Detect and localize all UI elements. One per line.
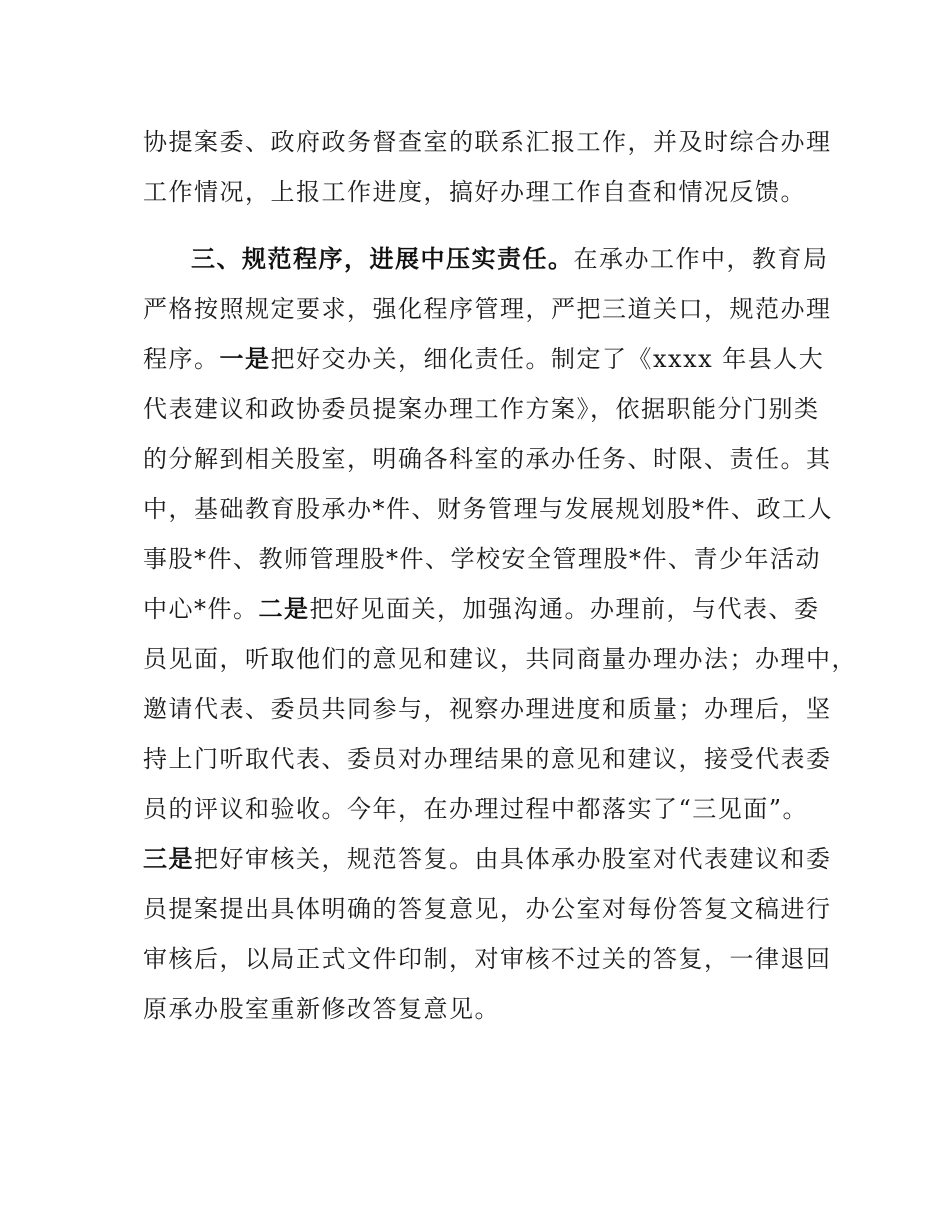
text-line	[143, 126, 832, 158]
text-line	[143, 593, 820, 625]
item-marker: 一是	[219, 345, 271, 373]
paragraph-text: 审核后，以局正式文件印制，对审核不过关的答复，一律退回	[143, 945, 832, 973]
text-line	[143, 176, 806, 208]
text-line	[143, 443, 832, 475]
text-line	[191, 243, 829, 275]
paragraph-text: 代表建议和政协委员提案办理工作方案》，依据职能分门别类	[143, 395, 820, 423]
paragraph-text: 程序。	[143, 345, 220, 373]
text-line	[143, 643, 857, 675]
text-line	[143, 743, 832, 775]
text-line	[143, 993, 500, 1025]
paragraph-text: 中，基础教育股承办*件、财务管理与发展规划股*件、政工人	[143, 495, 833, 523]
paragraph-text: 员提案提出具体明确的答复意见，办公室对每份答复文稿进行	[143, 895, 832, 923]
paragraph-text: 邀请代表、委员共同参与，视察办理进度和质量；办理后，坚	[143, 695, 832, 723]
text-line	[143, 693, 832, 725]
text-line	[143, 893, 832, 925]
text-line	[143, 393, 820, 425]
paragraph-text: 工作情况，上报工作进度，搞好办理工作自查和情况反馈。	[143, 178, 806, 206]
text-line	[143, 293, 832, 325]
paragraph-text: 把好交办关，细化责任。制定了《xxxx 年县人大	[270, 345, 825, 373]
paragraph-text: 原承办股室重新修改答复意见。	[143, 995, 500, 1023]
paragraph-text: 协提案委、政府政务督查室的联系汇报工作，并及时综合办理	[143, 128, 832, 156]
item-marker: 三是	[143, 845, 194, 873]
paragraph-text: 事股*件、教师管理股*件、学校安全管理股*件、青少年活动	[143, 545, 821, 573]
section-heading: 三、规范程序，进展中压实责任。	[191, 245, 574, 273]
text-line	[143, 543, 821, 575]
text-line	[143, 493, 833, 525]
paragraph-text: 中心*件。	[143, 595, 259, 623]
item-marker: 二是	[258, 595, 310, 623]
text-line	[143, 943, 832, 975]
paragraph-text: 的分解到相关股室，明确各科室的承办任务、时限、责任。其	[143, 445, 832, 473]
text-line	[143, 343, 824, 375]
paragraph-text: 把好见面关，加强沟通。办理前，与代表、委	[309, 595, 820, 623]
paragraph-text: 严格按照规定要求，强化程序管理，严把三道关口，规范办理	[143, 295, 832, 323]
paragraph-text: 员见面，听取他们的意见和建议，共同商量办理办法；办理中，	[143, 645, 857, 673]
paragraph-text: 持上门听取代表、委员对办理结果的意见和建议，接受代表委	[143, 745, 832, 773]
paragraph-text: 把好审核关，规范答复。由具体承办股室对代表建议和委	[194, 845, 832, 873]
text-line	[143, 793, 808, 825]
paragraph-text: 员的评议和验收。今年，在办理过程中都落实了“三见面”。	[143, 795, 809, 823]
text-line	[143, 843, 832, 875]
paragraph-text: 在承办工作中，教育局	[573, 245, 829, 273]
